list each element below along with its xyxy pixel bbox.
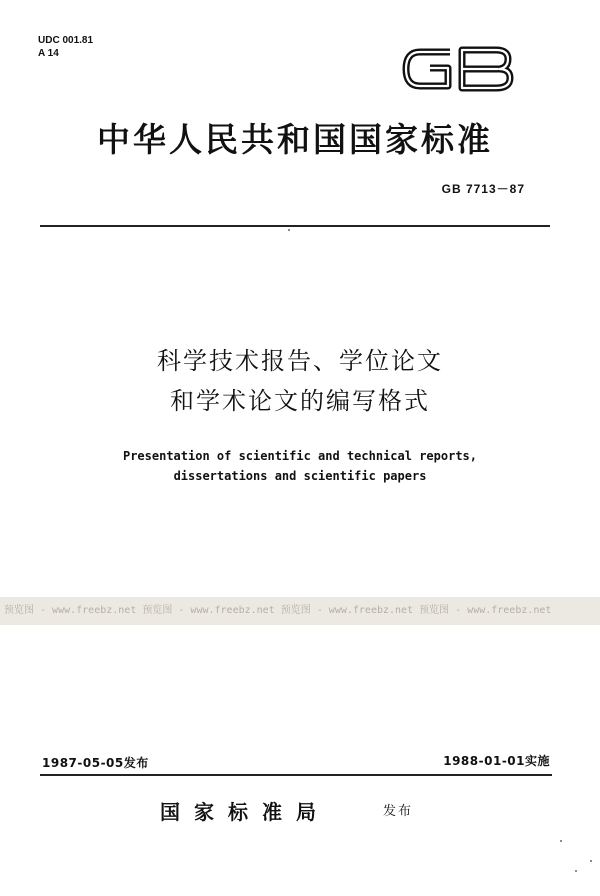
effective-date: 1988-01-01实施 — [443, 754, 550, 768]
category-code: A 14 — [38, 48, 59, 59]
issuing-authority: 国家标准局 — [160, 800, 330, 824]
scan-speck — [590, 860, 592, 862]
watermark-text: 预览图 - www.freebz.net 预览图 - www.freebz.net 预览图 - www.freebz.net 预览图 - www.freebz.net — [4, 605, 552, 616]
national-standard-title: 中华人民共和国国家标准 — [97, 120, 493, 159]
gb-logo-icon — [398, 40, 520, 98]
udc-code: UDC 001.81 — [38, 35, 94, 46]
issue-date: 1987-05-05发布 — [42, 756, 149, 770]
header-divider — [40, 225, 550, 227]
classification-block — [38, 34, 93, 60]
document-title-cn-line2: 和学术论文的编写格式 — [170, 387, 430, 415]
document-title-en-line1: Presentation of scientific and technical reports, — [122, 449, 477, 463]
issued-label: 发布 — [383, 804, 414, 819]
standard-number: GB 7713－87 — [441, 182, 525, 196]
document-title-en-line2: dissertations and scientific papers — [173, 469, 427, 483]
scan-speck — [560, 840, 562, 842]
document-title-cn-line1: 科学技术报告、学位论文 — [157, 347, 443, 375]
scan-speck — [288, 229, 290, 231]
scan-speck — [575, 870, 577, 872]
footer-divider — [40, 774, 552, 776]
